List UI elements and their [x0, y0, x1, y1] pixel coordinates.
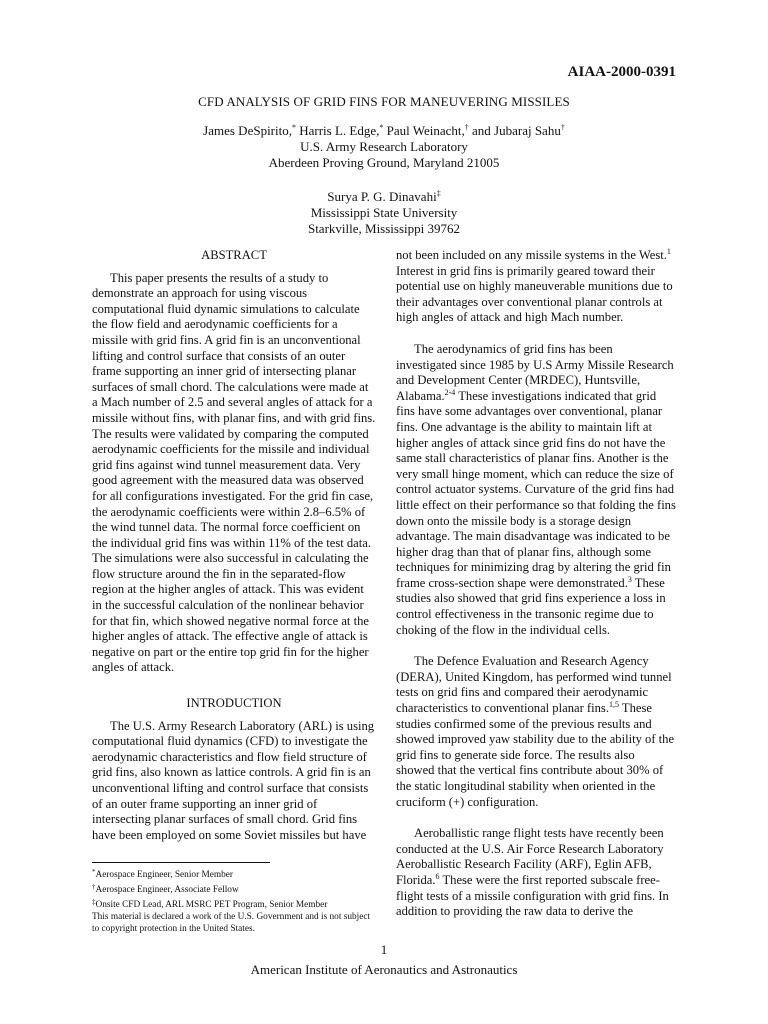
author-name: Harris L. Edge,	[295, 123, 380, 138]
body-paragraph	[396, 342, 676, 638]
copyright-note: This material is declared a work of the U.S. Government and is not subject to copyright protection in the United States.	[92, 912, 371, 934]
paper-title: CFD ANALYSIS OF GRID FINS FOR MANEUVERING MISSILES	[198, 94, 570, 109]
text-run: These studies also showed that grid fins experience a loss in control effectiveness in the transonic regime due to choking of the flow in the individual cells.	[396, 575, 666, 637]
reference-mark: 3	[627, 574, 632, 584]
reference-mark: 6	[435, 871, 440, 881]
author-mark: *	[379, 123, 384, 132]
author-name: and Jubaraj Sahu	[468, 123, 561, 138]
second-author	[0, 189, 768, 205]
affiliation-line: U.S. Army Research Laboratory	[300, 139, 468, 154]
footnote-text: Aerospace Engineer, Associate Fellow	[95, 885, 239, 895]
text-run: These were the first reported subscale free-flight tests of a missile configuration with grid fins. In addition to providing the raw data to derive the	[396, 872, 669, 919]
text-run: Aeroballistic range flight tests have recently been conducted at the U.S. Air Force Research Laboratory Aeroballistic Research Facility (ARF), Eglin AFB, Florida.	[396, 826, 664, 887]
footnote	[92, 911, 376, 935]
author-name: James DeSpirito,	[203, 123, 292, 138]
report-number: AIAA-2000-0391	[567, 64, 676, 80]
title-block	[0, 94, 768, 237]
authors-line	[0, 123, 768, 139]
right-column	[396, 248, 676, 920]
footnote	[92, 881, 376, 896]
reference-mark: 2-4	[444, 387, 456, 397]
body-paragraph	[396, 826, 676, 920]
author-mark: *	[291, 123, 296, 132]
footnote-rule	[92, 862, 270, 863]
author-mark: †	[464, 123, 469, 132]
page-number: 1	[380, 942, 388, 957]
text-run: The aerodynamics of grid fins has been investigated since 1985 by U.S Army Missile Research and Development Center (MRDEC), Huntsville, Alabama.	[396, 341, 674, 403]
footnote-mark: †	[92, 883, 96, 891]
body-paragraph	[396, 248, 676, 326]
author-name: Paul Weinacht,	[383, 123, 465, 138]
reference-mark: 1,5	[608, 700, 619, 710]
left-column	[92, 248, 376, 843]
affiliation-line: Mississippi State University	[310, 205, 458, 220]
footnote	[92, 866, 376, 881]
footnote-mark: *	[92, 868, 96, 876]
abstract-heading: ABSTRACT	[201, 248, 267, 262]
text-run: not been included on any missile systems in the West.	[396, 248, 667, 262]
footnote-text: Onsite CFD Lead, ARL MSRC PET Program, Senior Member	[95, 900, 328, 910]
author-mark: ‡	[436, 189, 441, 198]
footnotes	[92, 862, 376, 935]
reference-mark: 1	[666, 247, 671, 256]
text-run: Interest in grid fins is primarily geared toward their potential use on highly maneuverable munitions due to their advantages over conventional planar controls at high angles of attack and high Mach number.	[396, 263, 673, 325]
body-paragraph	[396, 654, 676, 810]
author-name: Surya P. G. Dinavahi	[327, 189, 437, 204]
author-mark: †	[560, 123, 565, 132]
introduction-paragraph: The U.S. Army Research Laboratory (ARL) is using computational fluid dynamics (CFD) to investigate the aerodynamic characteristics and flow field structure of grid fins, also known as lattice controls. A grid fin is an unconventional lifting and control surface that consists of an outer frame supporting an inner grid of intersecting planar surfaces of small chord. Grid fins have been employed on some Soviet missiles but have	[92, 718, 375, 842]
text-run: The Defence Evaluation and Research Agency (DERA), United Kingdom, has performed wind tunnel tests on grid fins and compared their aerodynamic characteristics to conventional planar fins.	[396, 654, 672, 716]
introduction-heading: INTRODUCTION	[186, 696, 282, 711]
affiliation-line: Aberdeen Proving Ground, Maryland 21005	[268, 155, 500, 170]
text-run: These studies confirmed some of the previous results and showed improved yaw stability due to the ability of the grid fins to generate side force. The results also showed that the vertical fins contribute about 30% of the static longitudinal stability when oriented in the cruciform (+) configuration.	[396, 701, 675, 809]
text-run: These investigations indicated that grid fins have some advantages over conventional, planar fins. One advantage is the ability to maintain lift at higher angles of attack since grid fins do not have the same stall characteristics of planar fins. Another is the very small hinge moment, which can reduce the size of control actuator systems. Curvature of the grid fins had little effect on their performance so that folding the fins down onto the missile body is a storage design advantage. The main disadvantage was indicated to be higher drag than that of planar fins, although some techniques for minimizing drag by altering the grid fin frame cross-section shape were demonstrated.	[396, 388, 676, 590]
publisher-footer: American Institute of Aeronautics and Astronautics	[250, 962, 518, 977]
footnote-text: Aerospace Engineer, Senior Member	[95, 870, 233, 880]
abstract-paragraph: This paper presents the results of a study to demonstrate an approach for using viscous computational fluid dynamic simulations to calculate the flow field and aerodynamic coefficients for a missile with grid fins. A grid fin is an unconventional lifting and control surface that consists of an outer frame supporting an inner grid of intersecting planar surfaces of small chord. The calculations were made at a Mach number of 2.5 and several angles of attack for a missile without fins, with planar fins, and with grid fins. The results were validated by comparing the computed aerodynamic coefficients for the missile and individual grid fins against wind tunnel measurement data. Very good agreement with the measured data was observed for all configurations investigated. For the grid fin case, the aerodynamic coefficients were within 2.8–6.5% of the wind tunnel data. The normal force coefficient on the individual grid fins was within 11% of the test data. The simulations were also successful in calculating the flow structure around the fin in the separated-flow region at the higher angles of attack. This was evident in the successful calculation of the nonlinear behavior for that fin, which showed negative normal force at the higher angles of attack. The effective angle of attack is negative on part or the entire top grid fin for the higher angles of attack.	[92, 270, 376, 675]
footnote	[92, 896, 376, 911]
affiliation-line: Starkville, Mississippi 39762	[307, 221, 461, 236]
footnote-mark: ‡	[92, 898, 96, 906]
